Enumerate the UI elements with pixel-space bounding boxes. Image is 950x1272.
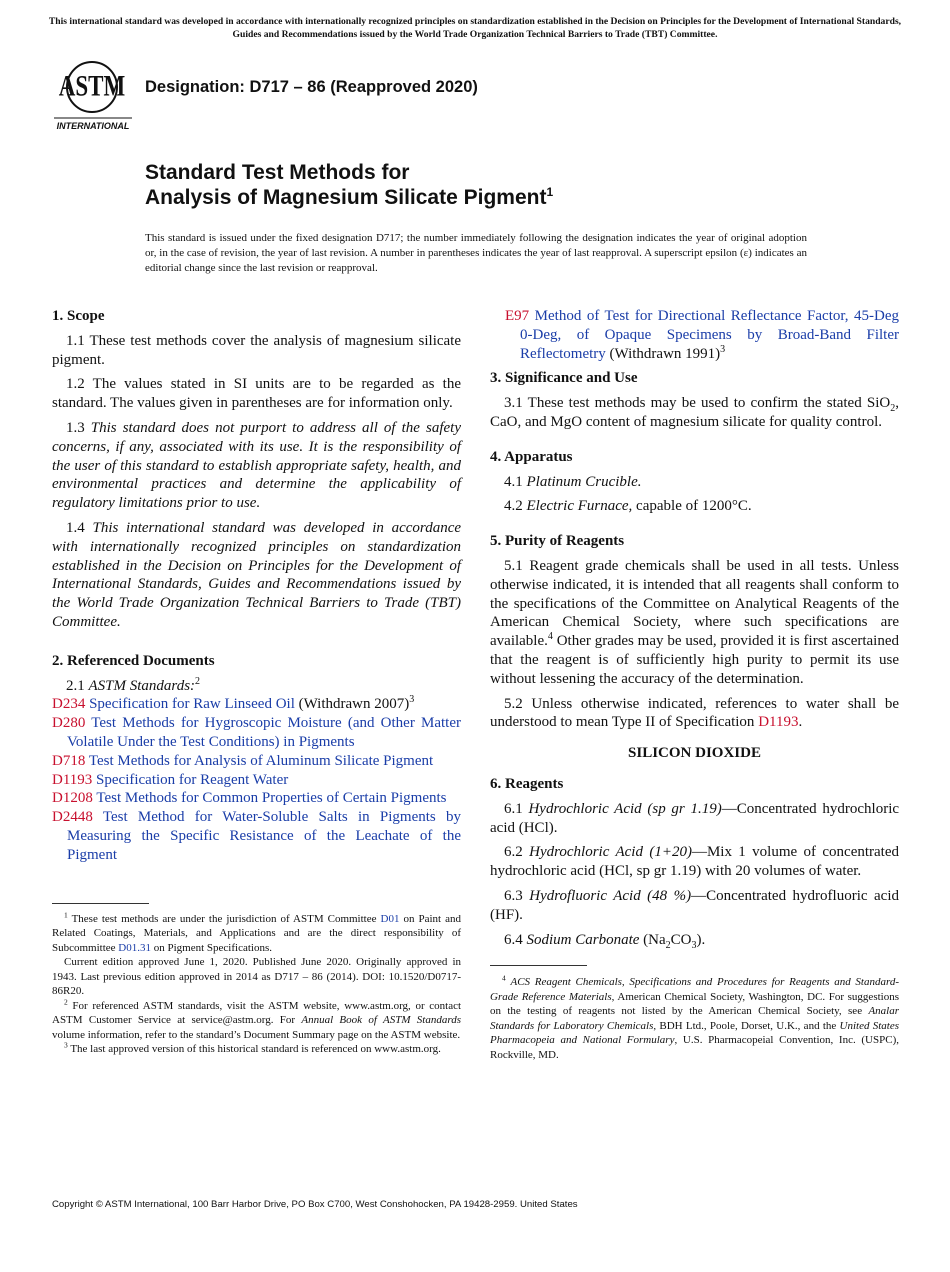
section-heading: 6. Reagents <box>490 775 564 792</box>
paragraph: 1.2 The values stated in SI units are to be regarded as the standard. The values given in parentheses are for information only. <box>52 376 461 412</box>
reference-code-link[interactable]: D1208 <box>52 790 93 807</box>
reference-item <box>52 771 461 790</box>
para-text: 3.1 These test methods may be used to confirm the stated SiO <box>504 395 891 412</box>
footnote-edition: Current edition approved June 1, 2020. Published June 2020. Originally approved in 1943. Last previous edition approved in 2014 as D717 – 86 (2014). DOI: 10.1520/D0717-86R20. <box>52 956 461 998</box>
paragraph <box>52 519 461 632</box>
footnote-2 <box>52 996 462 1043</box>
para-number: 6.2 <box>504 844 523 861</box>
footnote-text: The last approved version of this historical standard is referenced on www.astm.org. <box>70 1043 441 1056</box>
para-text: —Concentrated hydrochloric acid (HCl). <box>490 800 900 836</box>
reference-list <box>52 695 461 864</box>
reference-title-link[interactable]: Test Methods for Analysis of Aluminum Silicate Pigment <box>88 752 434 769</box>
para-text: This standard does not purport to address all of the safety concerns, if any, associated with its use. It is the responsibility of the user of this standard to establish appropriate safety, health, and environmental practices and determine the applicability of regulatory limitations prior to use. <box>52 419 461 512</box>
reference-item <box>52 695 461 714</box>
footnote-1 <box>52 909 461 956</box>
footnote-text: on Paint and Related Coatings, Materials, and Applications and are the direct responsibility of Subcommittee <box>52 912 461 954</box>
reagent-name: Hydrochloric Acid (sp gr 1.19) <box>528 800 722 817</box>
subscript: 2 <box>665 939 671 951</box>
footnote-text: , BDH Ltd., Poole, Dorset, U.K., and the <box>653 1019 840 1032</box>
footnote-text: , U.S. Pharmacopeial Convention, Inc. (USPC), Rockville, MD. <box>490 1034 899 1061</box>
subsection-title: SILICON DIOXIDE <box>628 745 761 762</box>
paragraph: 1.1 These test methods cover the analysis of magnesium silicate pigment. <box>52 332 461 368</box>
reference-code-link[interactable]: D718 <box>52 752 86 769</box>
reference-title-link[interactable]: Test Methods for Common Properties of Certain Pigments <box>96 790 447 807</box>
footnote-4 <box>490 975 899 1062</box>
paragraph <box>490 497 899 516</box>
reference-item <box>52 752 461 771</box>
document-title <box>145 160 553 210</box>
para-number: 1.3 <box>66 419 85 436</box>
para-text: 5.2 Unless otherwise indicated, references to water shall be understood to mean Type II of Specification <box>490 695 899 731</box>
paragraph <box>490 800 899 838</box>
reference-title-link[interactable]: Specification for Raw Linseed Oil <box>89 696 295 713</box>
reagent-name: Hydrofluoric Acid (48 %) <box>529 887 692 904</box>
reference-code-link[interactable]: D234 <box>52 696 86 713</box>
para-number: 6.1 <box>504 800 523 817</box>
reference-note: (Withdrawn 1991) <box>605 345 721 362</box>
footnote-text: These test methods are under the jurisdiction of ASTM Committee <box>71 912 381 925</box>
para-text: Electric Furnace, <box>526 498 633 515</box>
paragraph <box>490 843 899 881</box>
paragraph <box>52 677 461 696</box>
para-text: capable of 1200°C. <box>632 498 752 515</box>
footnote-mark: 2 <box>64 996 68 1006</box>
reference-item <box>52 714 461 752</box>
preamble: This standard is issued under the fixed designation D717; the number immediately following the designation indicates the year of original adoption or, in the case of revision, the year of last revision. A number in parentheses indicates the year of last reapproval. A superscript epsilon (ε) indicates an editorial change since the last revision or reapproval. <box>145 232 807 274</box>
section-heading: 1. Scope <box>52 308 105 324</box>
para-text: —Mix 1 volume of concentrated hydrochloric acid (HCl, sp gr 1.19) with 20 volumes of water. <box>490 844 899 880</box>
reference-list-continued <box>490 307 899 363</box>
section-heading: 5. Purity of Reagents <box>490 533 625 550</box>
footnote-mark: 3 <box>64 1040 68 1050</box>
paragraph <box>52 419 461 513</box>
reagent-name: Hydrochloric Acid (1+20) <box>529 844 692 861</box>
footnote-rule <box>490 965 587 966</box>
footnote-text: Analar Standards for Laboratory Chemicals <box>490 1005 899 1032</box>
footnote-text: Annual Book of ASTM Standards <box>301 1014 461 1027</box>
footnotes-right <box>490 975 899 1062</box>
paragraph <box>490 887 899 925</box>
committee-link[interactable]: D01 <box>380 912 400 925</box>
footnote-mark[interactable]: 3 <box>720 343 726 355</box>
reference-title-link[interactable]: Method of Test for Directional Reflectance Factor, 45-Deg 0-Deg, of Opaque Specimens by Broad-Band Filter Reflectometry <box>520 308 899 362</box>
para-number: 1.4 <box>66 519 85 536</box>
para-number: 4.1 <box>504 473 523 490</box>
footnote-rule <box>52 903 149 904</box>
formula-part: ). <box>696 931 706 948</box>
para-text: This international standard was developed in accordance with internationally recognized principles on standardization established in the Decision on Principles for the Development of International Standards, Guides and Recommendations issued by the World Trade Organization Technical Barriers to Trade (TBT) Committee. <box>52 519 462 630</box>
para-text: 5.1 Reagent grade chemicals shall be used in all tests. Unless otherwise indicated, it is intended that all reagents shall conform to the specifications of the Committee on Analytical Reagents of the American Chemical Society, where such specifications are available. <box>490 557 899 650</box>
footnote-mark[interactable]: 2 <box>195 675 201 687</box>
section-heading: 4. Apparatus <box>490 448 573 465</box>
section-heading: 3. Significance and Use <box>490 370 638 387</box>
reagent-name: Sodium Carbonate <box>526 931 640 948</box>
footnote-text: on Pigment Specifications. <box>151 941 272 954</box>
footnote-mark[interactable]: 3 <box>409 694 415 706</box>
top-note: This international standard was developed in accordance with internationally recognized principles on standardization established in the Decision on Principles for the Development of International Standards, Guides and Recommendations issued by the World Trade Organization Technical Barriers to Trade (TBT) Committee. <box>48 16 902 40</box>
footnotes-left <box>52 909 462 1057</box>
reference-code-link[interactable]: E97 <box>505 308 530 324</box>
reference-code-link[interactable]: D280 <box>52 715 86 732</box>
formula-part: (Na <box>639 931 666 948</box>
para-text: . <box>798 714 803 731</box>
footnote-mark: 4 <box>502 973 506 983</box>
astm-logo <box>52 58 134 134</box>
footnote-text: , American Chemical Society, Washington, DC. For suggestions on the testing of reagents not listed by the American Chemical Society, see <box>490 990 899 1018</box>
subscript: 3 <box>691 939 697 951</box>
section-heading: 2. Referenced Documents <box>52 652 215 669</box>
footnote-mark[interactable]: 4 <box>547 631 553 643</box>
right-column <box>490 307 899 1062</box>
title-footnote-mark[interactable]: 1 <box>546 185 554 199</box>
reference-title-link[interactable]: Specification for Reagent Water <box>96 771 289 788</box>
footnote-text: For referenced ASTM standards, visit the ASTM website, www.astm.org, or contact ASTM Customer Service at service@astm.org. For <box>52 999 462 1027</box>
reference-item <box>52 789 461 808</box>
reference-title-link[interactable]: Test Method for Water-Soluble Salts in Pigments by Measuring the Specific Resistance of the Leachate of the Pigment <box>67 809 461 863</box>
para-text: Platinum Crucible. <box>526 473 642 490</box>
title-line-2 <box>145 185 553 210</box>
reference-code-link[interactable]: D2448 <box>52 809 93 826</box>
footnote-text: United States Pharmacopeia and National Formulary <box>490 1019 900 1047</box>
reference-item <box>52 808 461 864</box>
para-text: —Concentrated hydrofluoric acid (HF). <box>490 887 899 923</box>
reference-title-link[interactable]: Test Methods for Hygroscopic Moisture (and Other Matter Volatile Under the Test Conditions) in Pigments <box>67 715 462 750</box>
left-column <box>52 307 461 1057</box>
subscript: 2 <box>890 403 896 415</box>
title-text: Analysis of Magnesium Silicate Pigment <box>145 186 547 209</box>
paragraph <box>490 695 899 733</box>
para-number: 2.1 <box>66 677 85 694</box>
reference-code-link[interactable]: D1193 <box>52 771 93 788</box>
para-text: Other grades may be used, provided it is first ascertained that the reagent is of sufficiently high purity to permit its use without lessening the accuracy of the determination. <box>490 633 899 687</box>
reference-note: (Withdrawn 2007) <box>294 696 410 713</box>
footnote-3 <box>52 1042 461 1057</box>
paragraph <box>490 394 899 432</box>
subcommittee-link[interactable]: D01.31 <box>118 941 151 954</box>
para-text: ASTM Standards: <box>88 677 196 694</box>
footnote-text: volume information, refer to the standard’s Document Summary page on the ASTM website. <box>52 1028 461 1041</box>
footnote-text: ACS Reagent Chemicals, Specifications and Procedures for Reagents and Standard-Grade Reference Materials <box>490 976 900 1003</box>
reference-item <box>505 307 899 363</box>
paragraph <box>490 473 899 492</box>
para-number: 4.2 <box>504 498 523 515</box>
formula-part: CO <box>670 931 692 948</box>
designation: Designation: D717 – 86 (Reapproved 2020) <box>145 78 478 96</box>
para-text: , CaO, and MgO content of magnesium silicate for quality control. <box>490 395 899 430</box>
footnote-mark: 1 <box>64 909 68 919</box>
svg-text:ASTM: ASTM <box>58 68 126 103</box>
paragraph <box>490 557 899 689</box>
paragraph <box>490 931 899 950</box>
title-line-1: Standard Test Methods for <box>145 161 410 184</box>
para-number: 6.4 <box>504 931 523 948</box>
para-number: 6.3 <box>504 887 523 904</box>
d1193-link[interactable]: D1193 <box>758 714 799 731</box>
svg-text:INTERNATIONAL: INTERNATIONAL <box>56 121 130 131</box>
copyright: Copyright © ASTM International, 100 Barr Harbor Drive, PO Box C700, West Conshohocken, PA 19428-2959. United States <box>52 1199 578 1210</box>
